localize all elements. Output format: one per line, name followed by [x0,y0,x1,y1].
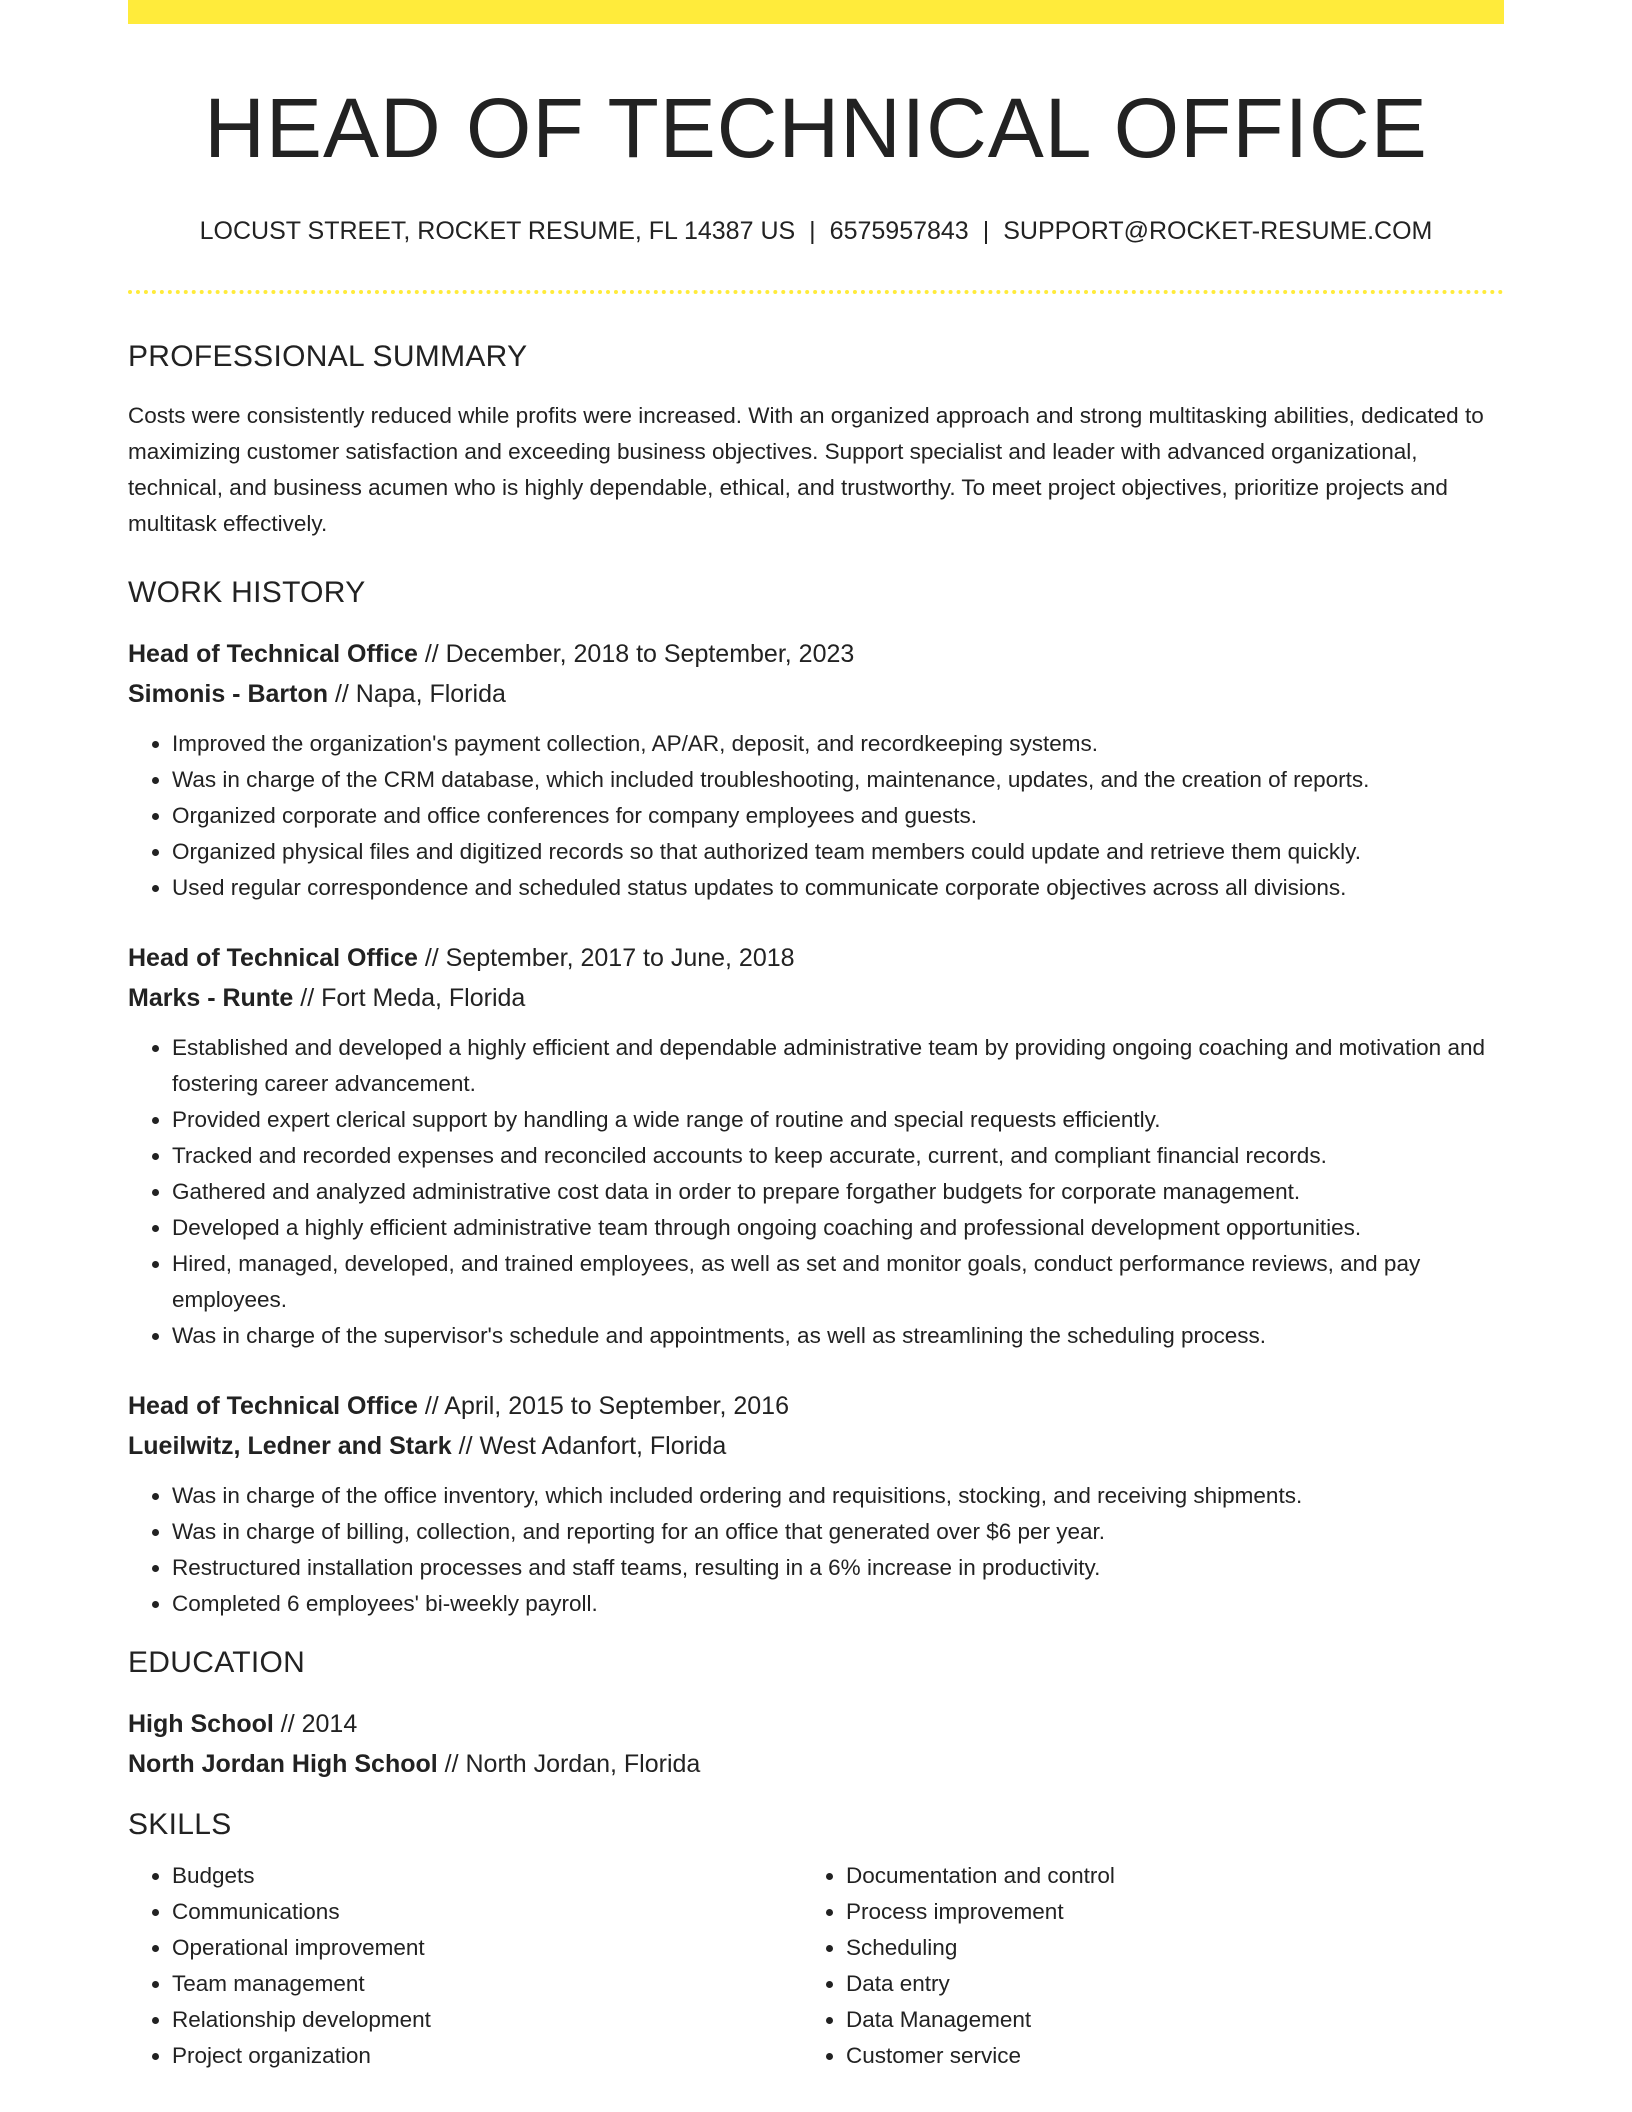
job-location: // West Adanfort, Florida [451,1432,727,1460]
skill-item: • Data Management [846,2002,1436,2038]
skill-item: • Customer service [846,2038,1436,2074]
skill-item: • Project organization [172,2038,762,2074]
resume-page [128,0,1504,2074]
education-heading: EDUCATION [128,1646,306,1679]
address: LOCUST STREET, ROCKET RESUME, FL 14387 US [199,217,796,245]
skill-item: • Process improvement [846,1894,1436,1930]
summary-text: Costs were consistently reduced while profits were increased. With an organized approach and strong multitasking abilities, dedicated to maximizing customer satisfaction and exceeding business objectives. Support specialist and leader with advanced organizational, technical, and business acumen who is highly dependable, ethical, and trustworthy. To meet project objectives, prioritize projects and multitask effectively. [128,403,1484,536]
job-company-line [128,1426,1504,1466]
list-item: • Was in charge of the supervisor's schedule and appointments, as well as streamlining the scheduling process. [172,1318,1504,1354]
skill-item: • Operational improvement [172,1930,762,1966]
skill-item: • Budgets [172,1858,762,1894]
job-bullets [128,1030,1504,1354]
list-item: • Provided expert clerical support by handling a wide range of routine and special requests efficiently. [172,1102,1504,1138]
skill-item: • Communications [172,1894,762,1930]
skills-heading: SKILLS [128,1808,232,1841]
job-company: Simonis - Barton [128,680,329,708]
job-location: // Napa, Florida [328,680,506,708]
education-degree-line [128,1704,1504,1744]
job-company: Lueilwitz, Ledner and Stark [128,1432,452,1460]
page-title: HEAD OF TECHNICAL OFFICE [204,81,1428,175]
list-item: • Tracked and recorded expenses and reconciled accounts to keep accurate, current, and compliant financial records. [172,1138,1504,1174]
dotted-divider [128,290,1504,294]
skills-column-left [128,1858,762,2074]
list-item: • Was in charge of the office inventory, which included ordering and requisitions, stocking, and receiving shipments. [172,1478,1504,1514]
skill-item: • Data entry [846,1966,1436,2002]
job-company-line [128,674,1504,714]
job-title-line [128,634,1504,674]
education-school: North Jordan High School [128,1750,438,1778]
job-role: Head of Technical Office [128,944,418,972]
education-school-line [128,1744,1504,1784]
job-role: Head of Technical Office [128,640,418,668]
contact-separator: | [982,217,990,245]
list-item: • Completed 6 employees' bi-weekly payroll. [172,1586,1504,1622]
job-role: Head of Technical Office [128,1392,418,1420]
job-entry [128,634,1504,906]
skills-column-right [802,1858,1436,2074]
job-company-line [128,978,1504,1018]
phone: 6575957843 [829,217,969,245]
education-degree: High School [128,1710,274,1738]
work-history-heading: WORK HISTORY [128,576,366,609]
list-item: • Gathered and analyzed administrative cost data in order to prepare forgather budgets for corporate management. [172,1174,1504,1210]
list-item: • Was in charge of billing, collection, and reporting for an office that generated over $6 per year. [172,1514,1504,1550]
list-item: • Was in charge of the CRM database, which included troubleshooting, maintenance, updates, and the creation of reports. [172,762,1504,798]
accent-bar [128,0,1504,24]
education-year: // 2014 [273,1710,358,1738]
job-location: // Fort Meda, Florida [293,984,526,1012]
list-item: • Improved the organization's payment collection, AP/AR, deposit, and recordkeeping systems. [172,726,1504,762]
job-dates: // April, 2015 to September, 2016 [417,1392,789,1420]
job-bullets [128,726,1504,906]
education-entry [128,1704,1504,1784]
job-dates: // December, 2018 to September, 2023 [417,640,855,668]
contact-line [128,216,1504,246]
email-link[interactable]: SUPPORT@ROCKET-RESUME.COM [1003,217,1433,245]
job-title-line [128,1386,1504,1426]
job-company: Marks - Runte [128,984,294,1012]
list-item: • Organized corporate and office conferences for company employees and guests. [172,798,1504,834]
job-dates: // September, 2017 to June, 2018 [417,944,795,972]
skill-item: • Documentation and control [846,1858,1436,1894]
list-item: • Developed a highly efficient administrative team through ongoing coaching and professional development opportunities. [172,1210,1504,1246]
education-location: // North Jordan, Florida [437,1750,701,1778]
list-item: • Organized physical files and digitized records so that authorized team members could update and retrieve them quickly. [172,834,1504,870]
skill-item: • Scheduling [846,1930,1436,1966]
list-item: • Hired, managed, developed, and trained employees, as well as set and monitor goals, conduct performance reviews, and pay employees. [172,1246,1504,1318]
skills-grid [128,1858,1504,2074]
skill-item: • Relationship development [172,2002,762,2038]
job-bullets [128,1478,1504,1622]
job-entry [128,1386,1504,1622]
skill-item: • Team management [172,1966,762,2002]
summary-heading: PROFESSIONAL SUMMARY [128,340,528,373]
job-entry [128,938,1504,1354]
job-title-line [128,938,1504,978]
list-item: • Established and developed a highly efficient and dependable administrative team by providing ongoing coaching and motivation and fostering career advancement. [172,1030,1504,1102]
list-item: • Restructured installation processes and staff teams, resulting in a 6% increase in productivity. [172,1550,1504,1586]
contact-separator: | [809,217,816,245]
list-item: • Used regular correspondence and scheduled status updates to communicate corporate objectives across all divisions. [172,870,1504,906]
